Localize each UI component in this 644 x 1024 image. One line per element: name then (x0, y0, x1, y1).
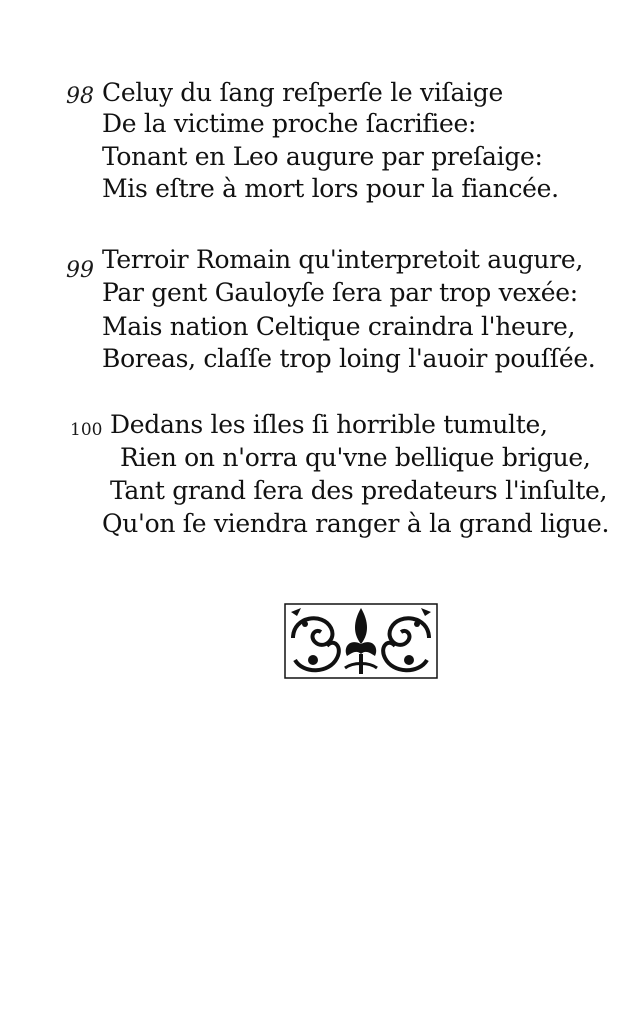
verse-line: Par gent Gauloyſe ſera par trop vexée: (102, 278, 578, 307)
verse-line: Tonant en Leo augure par preſaige: (102, 142, 543, 171)
fleuron-ornament-icon (283, 598, 439, 682)
verse-line: Tant grand ſera des predateurs l'inſulte, (110, 476, 608, 505)
verse-line: Mis eſtre à mort lors pour la fiancée. (102, 174, 559, 203)
verse-line: Dedans les iſles ſi horrible tumulte, (110, 410, 548, 439)
verse-line: Qu'on ſe viendra ranger à la grand ligue. (102, 509, 610, 538)
verse-line: Terroir Romain qu'interpretoit augure, (102, 245, 584, 274)
quatrain-number: 98 (66, 84, 94, 109)
verse-line: Rien on n'orra qu'vne bellique brigue, (120, 443, 591, 472)
verse-line: Celuy du ſang reſperſe le viſaige (102, 78, 504, 107)
verse-line: Mais nation Celtique craindra l'heure, (102, 312, 576, 341)
verse-line: De la victime proche ſacrifiee: (102, 109, 477, 138)
verse-line: Boreas, claſſe trop loing l'auoir pouſſée. (102, 344, 596, 373)
quatrain-number: 100 (70, 420, 103, 440)
quatrain-number: 99 (66, 258, 94, 283)
